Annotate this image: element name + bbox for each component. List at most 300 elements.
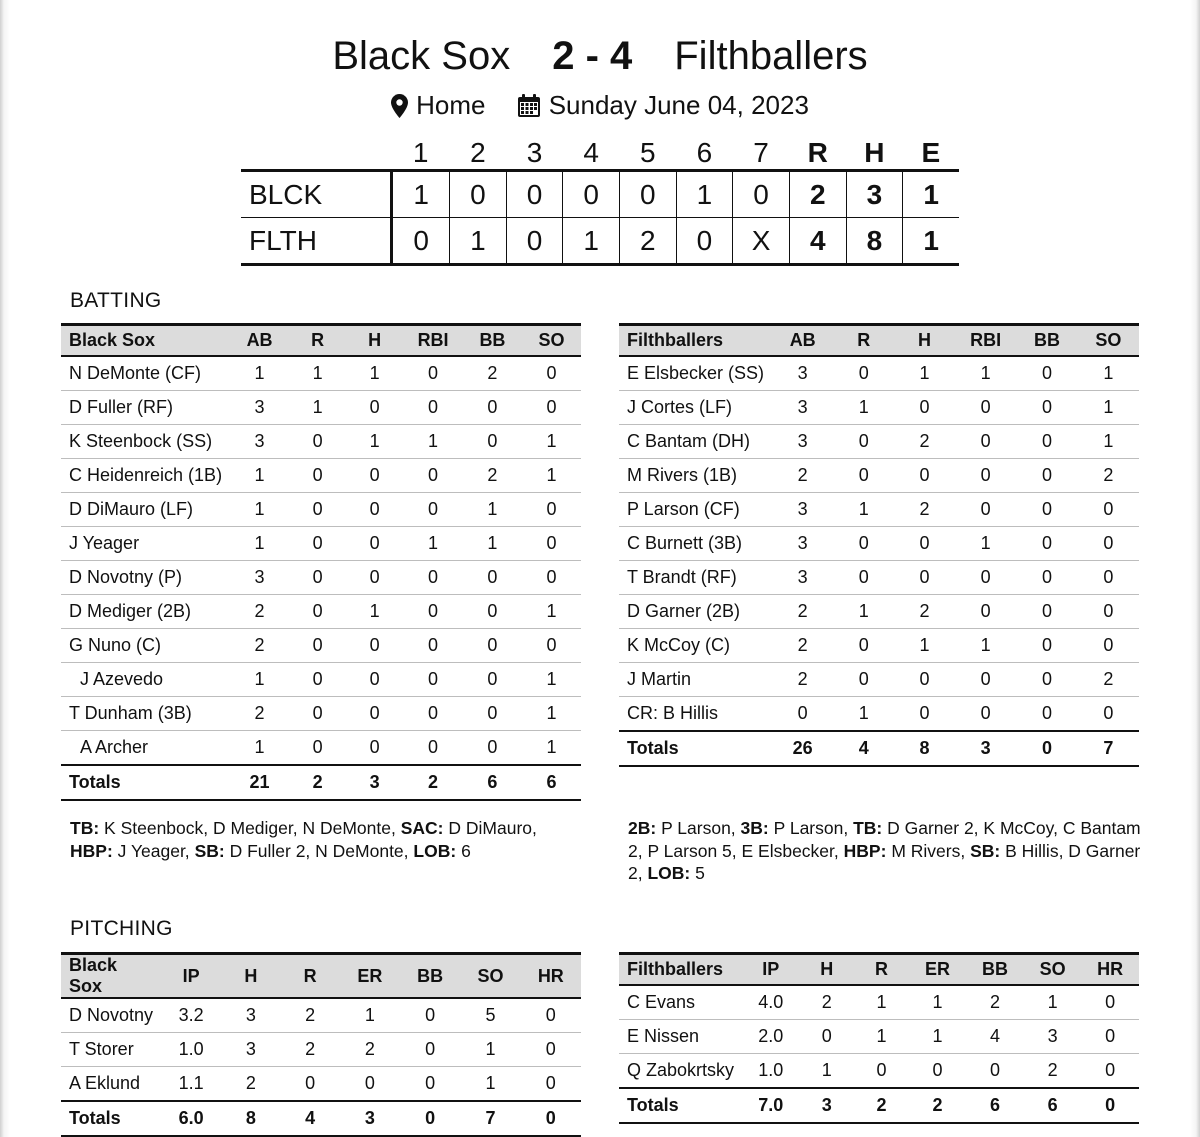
stat-cell: 0 (1016, 629, 1077, 663)
stat-cell: 1 (522, 459, 581, 493)
stat-cell: 0 (833, 629, 894, 663)
column-header: SO (522, 325, 581, 357)
stat-cell: 1 (1078, 356, 1139, 391)
stat-cell: 1 (522, 425, 581, 459)
stat-cell: 0 (833, 356, 894, 391)
stat-cell: 0 (955, 391, 1016, 425)
stat-cell: 0 (1078, 561, 1139, 595)
stat-cell: 0 (403, 561, 463, 595)
table-row (619, 561, 1139, 595)
totals-row (619, 731, 1139, 766)
player-name: D Fuller (RF) (61, 391, 230, 425)
table-row (61, 663, 581, 697)
total-cell: 6 (1024, 1088, 1082, 1123)
stat-cell: 0 (894, 527, 955, 561)
note-label: TB: (70, 818, 100, 838)
column-header: R (281, 954, 340, 999)
stat-cell: 1 (955, 356, 1016, 391)
total-cell: 26 (772, 731, 833, 766)
player-name: K Steenbock (SS) (61, 425, 230, 459)
stat-cell: 2 (281, 998, 340, 1033)
pitching-section-title: PITCHING (70, 917, 173, 940)
stat-cell: 2 (463, 459, 522, 493)
stat-cell: 0 (346, 391, 403, 425)
home-pitching-table (619, 952, 1139, 1124)
stat-cell: 0 (955, 595, 1016, 629)
inning-runs: 1 (450, 218, 507, 265)
stat-cell: 1 (909, 1020, 966, 1054)
stat-cell: 1 (1078, 425, 1139, 459)
table-row (619, 629, 1139, 663)
stat-cell: 2 (966, 985, 1024, 1020)
note-text: 5 (695, 863, 705, 883)
date-text: Sunday June 04, 2023 (548, 90, 809, 120)
line-score-header (241, 137, 959, 171)
pitcher-name: T Storer (61, 1033, 161, 1067)
column-header: H (221, 954, 280, 999)
note-text: P Larson, (773, 818, 849, 838)
inning-header: 5 (639, 137, 656, 168)
inning-header: 7 (753, 137, 769, 168)
stat-cell: 2 (1078, 459, 1139, 493)
totals-label: Totals (619, 1088, 742, 1123)
total-cell: 6 (463, 765, 522, 800)
total-cell: 3 (799, 1088, 854, 1123)
table-row (61, 459, 581, 493)
line-score-row-away (241, 171, 959, 218)
totals-row (61, 1101, 581, 1136)
stat-cell: 0 (833, 561, 894, 595)
table-row (61, 561, 581, 595)
column-header: SO (1024, 954, 1082, 986)
table-row (61, 697, 581, 731)
stat-cell: 1 (289, 391, 346, 425)
inning-header: 3 (526, 137, 543, 168)
column-header: HR (1081, 954, 1139, 986)
stat-cell: 2 (1024, 1054, 1082, 1089)
table-row (619, 663, 1139, 697)
table-row (619, 527, 1139, 561)
pitching-team-header: Filthballers (619, 954, 742, 986)
stat-cell: 0 (894, 697, 955, 732)
stat-cell: 2 (772, 595, 833, 629)
column-header: R (289, 325, 346, 357)
stat-cell: 0 (833, 459, 894, 493)
player-name: J Martin (619, 663, 772, 697)
player-name: J Yeager (61, 527, 230, 561)
stat-cell: 0 (400, 1067, 460, 1102)
stat-cell: 0 (522, 356, 581, 391)
total-errors: 1 (903, 171, 959, 218)
total-cell: 2 (854, 1088, 909, 1123)
total-cell: 7 (1078, 731, 1139, 766)
stat-cell: 0 (463, 697, 522, 731)
stat-cell: 1 (522, 595, 581, 629)
note-text: P Larson, (661, 818, 736, 838)
stat-cell: 1 (230, 527, 289, 561)
stat-cell: 0 (894, 561, 955, 595)
pitching-team-header: Black Sox (61, 954, 161, 999)
line-score-row-home (241, 218, 959, 265)
line-score (241, 137, 959, 266)
inning-runs: 0 (619, 171, 676, 218)
stat-cell: 1 (854, 985, 909, 1020)
stat-cell: 0 (1081, 1054, 1139, 1089)
stat-cell: 0 (346, 663, 403, 697)
stat-cell: 0 (521, 998, 581, 1033)
stat-cell: 0 (289, 595, 346, 629)
column-header: ER (340, 954, 400, 999)
stat-cell: 2 (894, 425, 955, 459)
stat-cell: 0 (772, 697, 833, 732)
stat-cell: 0 (403, 391, 463, 425)
note-label: SAC: (400, 818, 444, 838)
stat-cell: 1 (799, 1054, 854, 1089)
stat-cell: 0 (522, 527, 581, 561)
inning-runs: 2 (619, 218, 676, 265)
table-row (61, 629, 581, 663)
column-header: BB (966, 954, 1024, 986)
stat-cell: 0 (833, 663, 894, 697)
stat-cell: 2 (230, 697, 289, 731)
column-header: R (854, 954, 909, 986)
calendar-icon (517, 94, 541, 118)
stat-cell: 0 (1016, 493, 1077, 527)
pitcher-name: C Evans (619, 985, 742, 1020)
player-name: A Archer (61, 731, 230, 766)
stat-cell: 1 (909, 985, 966, 1020)
note-label: 2B: (628, 818, 657, 838)
stat-cell: 1 (854, 1020, 909, 1054)
inning-runs: 1 (392, 171, 450, 218)
stat-cell: 0 (289, 561, 346, 595)
player-name: T Brandt (RF) (619, 561, 772, 595)
stat-cell: 1 (346, 356, 403, 391)
totals-row (61, 765, 581, 800)
stat-cell: 0 (289, 425, 346, 459)
inning-runs: 0 (392, 218, 450, 265)
stat-cell: 1 (955, 527, 1016, 561)
stat-cell: 1 (522, 731, 581, 766)
column-header: BB (463, 325, 522, 357)
column-header: HR (521, 954, 581, 999)
stat-cell: 1 (463, 493, 522, 527)
stat-cell: 0 (289, 697, 346, 731)
inning-runs: X (733, 218, 790, 265)
total-cell: 0 (400, 1101, 460, 1136)
stat-cell: 4 (966, 1020, 1024, 1054)
table-row (61, 731, 581, 766)
total-cell: 4 (281, 1101, 340, 1136)
stat-cell: 1 (403, 425, 463, 459)
stat-cell: 0 (521, 1067, 581, 1102)
total-cell: 3 (955, 731, 1016, 766)
stat-cell: 1 (340, 998, 400, 1033)
column-header: ER (909, 954, 966, 986)
stat-cell: 0 (1016, 391, 1077, 425)
stat-cell: 0 (1016, 527, 1077, 561)
note-text: D DiMauro, (448, 818, 537, 838)
note-label: HBP: (843, 840, 887, 861)
note-text: J Yeager, (117, 840, 190, 861)
stat-cell: 0 (1078, 697, 1139, 732)
stat-cell: 0 (463, 629, 522, 663)
stat-cell: 0 (346, 493, 403, 527)
stat-cell: 0 (799, 1020, 854, 1054)
total-cell: 4 (833, 731, 894, 766)
away-batting-table (61, 323, 581, 801)
inning-runs: 0 (450, 171, 507, 218)
player-name: E Elsbecker (SS) (619, 356, 772, 391)
column-header: H (346, 325, 403, 357)
stat-cell: 2 (463, 356, 522, 391)
stat-cell: 0 (463, 561, 522, 595)
total-cell: 2 (289, 765, 346, 800)
stat-cell: 2 (230, 595, 289, 629)
stat-cell: 3 (772, 493, 833, 527)
stat-cell: 1 (833, 697, 894, 732)
stat-cell: 0 (289, 493, 346, 527)
stat-cell: 1.1 (161, 1067, 221, 1102)
stat-cell: 0 (346, 629, 403, 663)
stat-cell: 0 (403, 731, 463, 766)
stat-cell: 0 (346, 459, 403, 493)
player-name: K McCoy (C) (619, 629, 772, 663)
note-text: D Garner 2, K McCoy, C Bantam 2, P Larson 5, E Elsbecker, (628, 818, 1141, 861)
player-name: C Burnett (3B) (619, 527, 772, 561)
stat-cell: 0 (403, 459, 463, 493)
player-name: P Larson (CF) (619, 493, 772, 527)
stat-cell: 0 (894, 459, 955, 493)
home-team-name: Filthballers (674, 34, 868, 78)
column-header: SO (460, 954, 520, 999)
stat-cell: 0 (403, 493, 463, 527)
stat-cell: 0 (346, 561, 403, 595)
stat-cell: 2 (894, 493, 955, 527)
stat-cell: 0 (463, 663, 522, 697)
inning-runs: 1 (563, 218, 620, 265)
stat-cell: 2.0 (742, 1020, 799, 1054)
stat-cell: 2 (799, 985, 854, 1020)
away-pitching-table (61, 952, 581, 1137)
total-cell: 8 (894, 731, 955, 766)
game-date (517, 90, 809, 121)
column-header: H (799, 954, 854, 986)
player-name: D Garner (2B) (619, 595, 772, 629)
column-header: R (833, 325, 894, 357)
stat-cell: 0 (522, 561, 581, 595)
stat-cell: 0 (1016, 595, 1077, 629)
pitcher-name: Q Zabokrtsky (619, 1054, 742, 1089)
total-cell: 7 (460, 1101, 520, 1136)
note-label: HBP: (70, 840, 113, 861)
inning-runs: 0 (676, 218, 733, 265)
column-header: RBI (403, 325, 463, 357)
total-cell: 7.0 (742, 1088, 799, 1123)
pitcher-name: E Nissen (619, 1020, 742, 1054)
table-row (61, 595, 581, 629)
inning-runs: 0 (506, 171, 563, 218)
stat-cell: 1 (230, 731, 289, 766)
stat-cell: 3 (230, 425, 289, 459)
stat-cell: 0 (1078, 527, 1139, 561)
stat-cell: 0 (400, 998, 460, 1033)
stat-cell: 1 (894, 629, 955, 663)
total-cell: 6 (522, 765, 581, 800)
team-abbr: FLTH (241, 218, 392, 265)
stat-cell: 1 (1078, 391, 1139, 425)
table-row (61, 425, 581, 459)
stat-cell: 1 (833, 493, 894, 527)
inning-header: 2 (470, 137, 486, 168)
stat-cell: 0 (1016, 425, 1077, 459)
total-cell: 0 (1081, 1088, 1139, 1123)
total-cell: 6.0 (161, 1101, 221, 1136)
stat-cell: 3 (772, 391, 833, 425)
table-row (61, 998, 581, 1033)
stat-cell: 0 (463, 391, 522, 425)
stat-cell: 3 (230, 391, 289, 425)
inning-runs: 0 (733, 171, 790, 218)
stat-cell: 0 (966, 1054, 1024, 1089)
map-pin-icon (391, 94, 408, 118)
player-name: CR: B Hillis (619, 697, 772, 732)
totals-label: Totals (619, 731, 772, 766)
total-cell: 2 (403, 765, 463, 800)
page-edge-left (0, 0, 10, 1137)
column-header: BB (1016, 325, 1077, 357)
home-batting-table (619, 323, 1139, 767)
column-header: SO (1078, 325, 1139, 357)
page-edge-right (1190, 0, 1200, 1137)
player-name: J Azevedo (61, 663, 230, 697)
stat-cell: 1 (346, 425, 403, 459)
player-name: J Cortes (LF) (619, 391, 772, 425)
stat-cell: 0 (289, 527, 346, 561)
total-hits: 3 (846, 171, 903, 218)
batting-section-title: BATTING (70, 289, 162, 312)
stat-cell: 0 (955, 663, 1016, 697)
table-row (619, 697, 1139, 732)
stat-cell: 0 (1078, 595, 1139, 629)
final-score: 2 - 4 (552, 34, 633, 78)
stat-cell: 0 (289, 663, 346, 697)
stat-cell: 0 (403, 356, 463, 391)
note-text: 6 (461, 840, 471, 861)
table-row (619, 1054, 1139, 1089)
away-team-name: Black Sox (332, 34, 511, 78)
pitcher-name: D Novotny (61, 998, 161, 1033)
column-header: IP (161, 954, 221, 999)
stat-cell: 1 (955, 629, 1016, 663)
stat-cell: 0 (289, 629, 346, 663)
stat-cell: 2 (772, 459, 833, 493)
stat-cell: 0 (894, 663, 955, 697)
inning-runs: 1 (676, 171, 733, 218)
location-text: Home (416, 90, 486, 120)
stat-cell: 0 (522, 391, 581, 425)
inning-runs: 0 (506, 218, 563, 265)
note-text: B Hillis, D Garner 2, (628, 840, 1141, 883)
stat-cell: 1 (460, 1033, 520, 1067)
away-batting-notes (70, 817, 550, 862)
stat-cell: 1 (460, 1067, 520, 1102)
total-hits: 8 (846, 218, 903, 265)
total-cell: 0 (521, 1101, 581, 1136)
column-header: H (894, 325, 955, 357)
totals-label: Totals (61, 765, 230, 800)
player-name: N DeMonte (CF) (61, 356, 230, 391)
stat-cell: 0 (955, 697, 1016, 732)
stat-cell: 0 (1081, 985, 1139, 1020)
stat-cell: 2 (772, 629, 833, 663)
totals-row (619, 1088, 1139, 1123)
stat-cell: 0 (1078, 629, 1139, 663)
totals-label: Totals (61, 1101, 161, 1136)
note-label: LOB: (413, 840, 457, 861)
stat-cell: 0 (1016, 663, 1077, 697)
stat-cell: 0 (1016, 561, 1077, 595)
stat-cell: 3 (772, 527, 833, 561)
stat-cell: 1 (463, 527, 522, 561)
total-cell: 21 (230, 765, 289, 800)
stat-cell: 3 (221, 1033, 280, 1067)
note-label: TB: (853, 818, 883, 838)
stat-cell: 1.0 (161, 1033, 221, 1067)
player-name: G Nuno (C) (61, 629, 230, 663)
table-row (619, 985, 1139, 1020)
stat-cell: 2 (281, 1033, 340, 1067)
player-name: D Novotny (P) (61, 561, 230, 595)
total-cell: 0 (1016, 731, 1077, 766)
home-batting-notes (628, 817, 1143, 885)
stat-cell: 0 (403, 595, 463, 629)
table-row (619, 1020, 1139, 1054)
table-row (61, 1067, 581, 1102)
column-header: AB (230, 325, 289, 357)
table-row (61, 1033, 581, 1067)
total-runs: 2 (789, 171, 846, 218)
table-row (61, 356, 581, 391)
stat-cell: 3 (772, 561, 833, 595)
stat-cell: 0 (463, 731, 522, 766)
stat-cell: 0 (909, 1054, 966, 1089)
stat-cell: 3 (230, 561, 289, 595)
table-row (619, 356, 1139, 391)
total-cell: 8 (221, 1101, 280, 1136)
stat-cell: 3 (221, 998, 280, 1033)
stat-cell: 0 (894, 391, 955, 425)
stat-cell: 2 (1078, 663, 1139, 697)
note-label: SB: (194, 840, 225, 861)
player-name: C Heidenreich (1B) (61, 459, 230, 493)
stat-cell: 0 (955, 561, 1016, 595)
stat-cell: 0 (289, 731, 346, 766)
column-header: IP (742, 954, 799, 986)
stat-cell: 1 (230, 663, 289, 697)
inning-header: 4 (583, 137, 599, 168)
stat-cell: 1 (833, 391, 894, 425)
table-row (61, 493, 581, 527)
note-label: LOB: (647, 863, 691, 883)
table-row (619, 425, 1139, 459)
column-header: RBI (955, 325, 1016, 357)
stat-cell: 0 (1078, 493, 1139, 527)
stat-cell: 1 (230, 493, 289, 527)
pitcher-name: A Eklund (61, 1067, 161, 1102)
stat-cell: 3 (772, 356, 833, 391)
stat-cell: 2 (894, 595, 955, 629)
